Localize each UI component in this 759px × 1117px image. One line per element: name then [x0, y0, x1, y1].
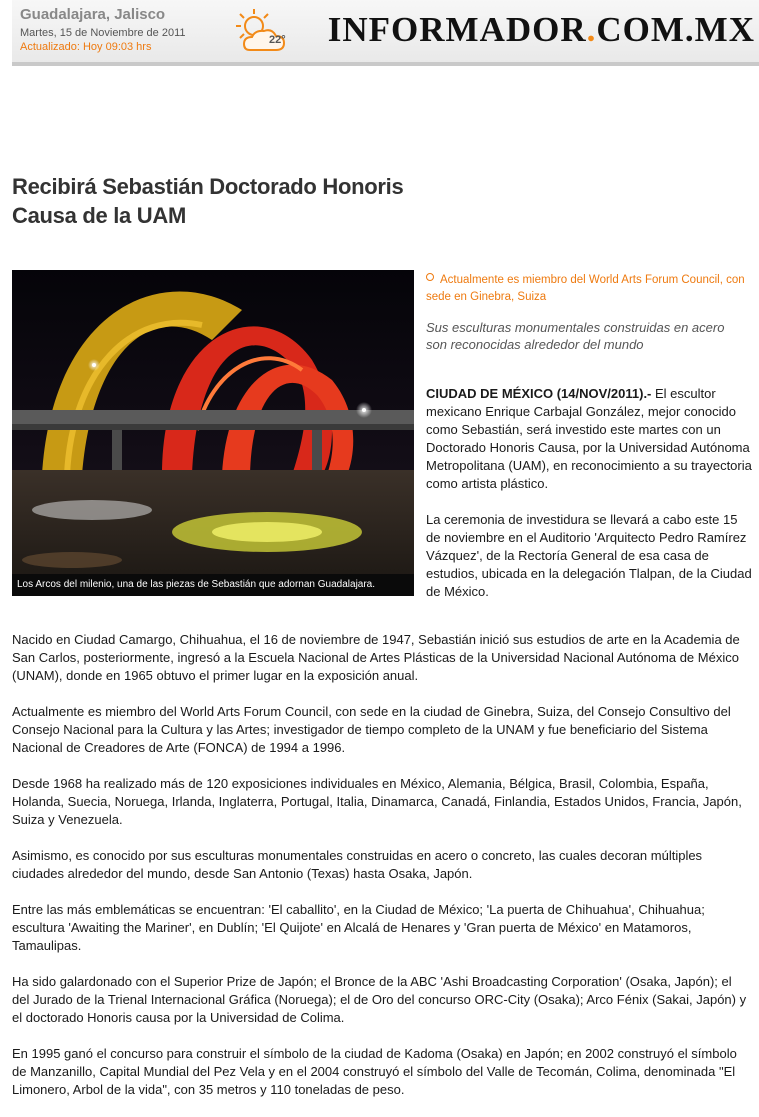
paragraph-4: Actualmente es miembro del World Arts Forum Council, con sede en la ciudad de Ginebra, Suiza, del Consejo Consultivo del Consejo Nacional para la Cultura y las Artes; investigador de tiempo completo de la UNAM y fue beneficiario del Sistema Nacional de Creadores de Arte (FONCA) de 1994 a 1996.: [12, 704, 731, 755]
site-header: [12, 0, 759, 66]
article-summary: Sus esculturas monumentales construidas en acero son reconocidas alrededor del mundo: [426, 320, 725, 352]
photo-caption: Los Arcos del milenio, una de las piezas de Sebastián que adornan Guadalajara.: [12, 574, 414, 596]
bullet-icon: [426, 273, 434, 281]
paragraph-1-text: El escultor mexicano Enrique Carbajal González, mejor conocido como Sebastián, será investido este martes con un Doctorado Honoris Causa, por la Universidad Autónoma Metropolitana (UAM), en reconocimiento a su trayectoria como artista plástico.: [426, 386, 752, 491]
related-link[interactable]: [426, 272, 756, 306]
paragraph-3: Nacido en Ciudad Camargo, Chihuahua, el 16 de noviembre de 1947, Sebastián inició sus estudios de arte en la Academia de San Carlos, posteriormente, ingresó a la Escuela Nacional de Artes Plásticas de la Universidad Nacional Autónoma de México (UNAM), donde en 1965 obtuvo el primer lugar en la exposición anual.: [12, 632, 740, 683]
site-logo[interactable]: [328, 10, 755, 50]
logo-text-main: INFORMADOR: [327, 10, 587, 49]
temperature: 22°: [269, 34, 286, 46]
arches-sculpture-image: [12, 270, 414, 596]
paragraph-6: Asimismo, es conocido por sus esculturas monumentales construidas en acero o concreto, las cuales decoran múltiples ciudades alrededor del mundo, desde San Antonio (Texas) hasta Osaka, Japón.: [12, 848, 703, 881]
paragraph-9: En 1995 ganó el concurso para construir el símbolo de la ciudad de Kadoma (Osaka) en Japón; en 2002 construyó el símbolo de Manzanillo, Capital Mundial del Pez Vela y en el 2004 construyó el símbolo del Valle de Tecomán, Colima, denominada "El Limonero, Arbol de la vida", con 35 metros y 110 toneladas de peso.: [12, 1046, 737, 1097]
article-intro: [426, 385, 752, 619]
paragraph-5: Desde 1968 ha realizado más de 120 exposiciones individuales en México, Alemania, Bélgica, Brasil, Colombia, España, Holanda, Suecia, Noruega, Irlanda, Inglaterra, Portugal, Italia, Dinamarca, Canadá, Finlandia, Estados Unidos, Francia, Japón, Suiza y Venezuela.: [12, 776, 742, 827]
article-body: [12, 631, 752, 1117]
paragraph-2: La ceremonia de investidura se llevará a cabo este 15 de noviembre en el Auditorio 'Arquitecto Pedro Ramírez Vázquez', de la Rectoría General de esa casa de estudios, ubicada en la delegación Tlalpan, de la Ciudad de México.: [426, 512, 752, 599]
paragraph-7: Entre las más emblemáticas se encuentran: 'El caballito', en la Ciudad de México; 'La puerta de Chihuahua', Chihuahua; escultura 'Awaiting the Mariner', en Dublín; 'El Quijote' en Alcalá de Henares y 'Gran puerta de México' en Matamoros, Tamaulipas.: [12, 902, 705, 953]
city-name: Guadalajara, Jalisco: [20, 6, 166, 23]
sun-cloud-icon: [224, 6, 304, 54]
updated-time: Actualizado: Hoy 09:03 hrs: [20, 41, 152, 53]
logo-text-end: COM.MX: [596, 10, 755, 49]
dateline: CIUDAD DE MÉXICO (14/NOV/2011).-: [426, 386, 652, 401]
article-photo: [12, 270, 414, 596]
article-title: Recibirá Sebastián Doctorado Honoris Causa de la UAM: [12, 174, 404, 228]
paragraph-1: [426, 385, 752, 493]
logo-dot: .: [586, 10, 597, 49]
related-link-text[interactable]: Actualmente es miembro del World Arts Forum Council, con sede en Ginebra, Suiza: [426, 274, 745, 303]
paragraph-8: Ha sido galardonado con el Superior Prize de Japón; el Bronce de la ABC 'Ashi Broadcasting Corporation' (Osaka, Japón); el del Jurado de la Trienal Internacional Gráfica (Noruega); el de Oro del concurso ORC-City (Osaka); Arco Fénix (Sakai, Japón) y el doctorado Honoris causa por la Universidad de Colima.: [12, 974, 747, 1025]
current-date: Martes, 15 de Noviembre de 2011: [20, 27, 186, 39]
